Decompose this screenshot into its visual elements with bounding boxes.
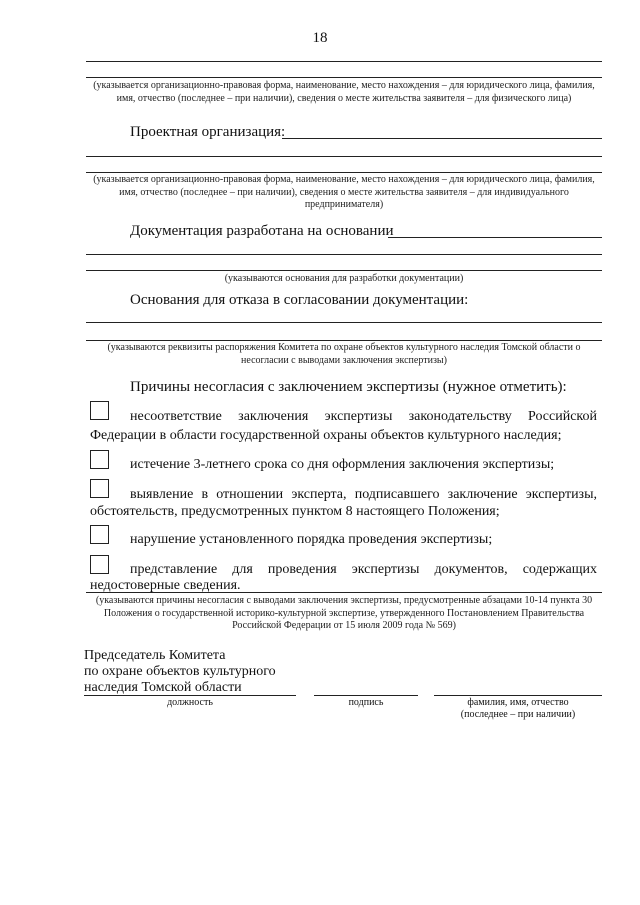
- reason-4-line1: нарушение установленного порядка проведения экспертизы;: [130, 532, 493, 547]
- reason-5-line2: недостоверные сведения.: [90, 578, 241, 593]
- design-org-line-2[interactable]: [86, 156, 602, 157]
- full-name-line[interactable]: [434, 695, 602, 696]
- page-number: 18: [312, 30, 328, 46]
- reason-5-checkbox[interactable]: [90, 555, 109, 574]
- reasons-note: (указываются причины несогласия с выводами заключения экспертизы, предусмотренные абзацами 10-14 пункта 30 Положения о государственной историко-культурной экспертизе, утвержденного Постановлением Правительства Российской Федерации от 15 июля 2009 года № 569): [95, 595, 593, 631]
- reason-4-checkbox[interactable]: [90, 525, 109, 544]
- signatory-title-line3: наследия Томской области: [84, 680, 242, 695]
- signature-caption: подпись: [348, 697, 384, 708]
- full-name-caption: [434, 697, 602, 721]
- basis-line-3[interactable]: [86, 270, 602, 271]
- refusal-line-2[interactable]: [86, 340, 602, 341]
- reason-2-checkbox[interactable]: [90, 450, 109, 469]
- signatory-title-line1: Председатель Комитета: [84, 648, 226, 663]
- refusal-grounds-label: Основания для отказа в согласовании документации:: [130, 292, 469, 308]
- reasons-underline[interactable]: [86, 592, 602, 593]
- design-org-line-3[interactable]: [86, 172, 602, 173]
- reasons-heading: Причины несогласия с заключением экспертизы (нужное отметить):: [130, 379, 567, 395]
- reason-3-checkbox[interactable]: [90, 479, 109, 498]
- signatory-title: [84, 648, 276, 696]
- reason-1-checkbox[interactable]: [90, 401, 109, 420]
- basis-field[interactable]: [388, 237, 602, 238]
- reason-1-line2: Федерации в области государственной охраны объектов культурного наследия;: [90, 428, 562, 443]
- design-org-field[interactable]: [282, 138, 602, 139]
- full-name-caption-line2: (последнее – при наличии): [460, 709, 576, 720]
- reason-3-line2: обстоятельств, предусмотренных пунктом 8 настоящего Положения;: [90, 504, 500, 519]
- position-caption: должность: [167, 697, 213, 708]
- basis-note: (указываются основания для разработки документации): [224, 273, 464, 284]
- design-org-note: (указывается организационно-правовая форма, наименование, место нахождения – для юридического лица, фамилия, имя, отчество (последнее – при наличии), сведения о месте жительства заявителя – для индивидуального предпринимателя): [93, 174, 595, 210]
- signatory-title-line2: по охране объектов культурного: [84, 664, 276, 679]
- refusal-note: (указываются реквизиты распоряжения Комитета по охране объектов культурного наследия Томской области о несогласии с выводами заключения экспертизы): [107, 342, 581, 366]
- refusal-line-1[interactable]: [86, 322, 602, 323]
- position-line[interactable]: [84, 695, 296, 696]
- design-org-label: Проектная организация:: [130, 124, 286, 140]
- basis-label: Документация разработана на основании: [130, 223, 394, 239]
- full-name-caption-line1: фамилия, имя, отчество: [467, 697, 569, 708]
- applicant-line-1[interactable]: [86, 61, 602, 62]
- applicant-line-2[interactable]: [86, 77, 602, 78]
- signature-line[interactable]: [314, 695, 418, 696]
- reason-3-line1: выявление в отношении эксперта, подписавшего заключение экспертизы,: [130, 487, 597, 502]
- applicant-note: (указывается организационно-правовая форма, наименование, место нахождения – для юридического лица, фамилия, имя, отчество (последнее – при наличии), сведения о месте жительства заявителя – для физического лица): [93, 80, 595, 104]
- reason-5-line1: представление для проведения экспертизы документов, содержащих: [130, 562, 597, 577]
- reason-1-line1: несоответствие заключения экспертизы законодательству Российской: [130, 409, 597, 424]
- basis-line-2[interactable]: [86, 254, 602, 255]
- reason-2-line1: истечение 3-летнего срока со дня оформления заключения экспертизы;: [130, 457, 555, 472]
